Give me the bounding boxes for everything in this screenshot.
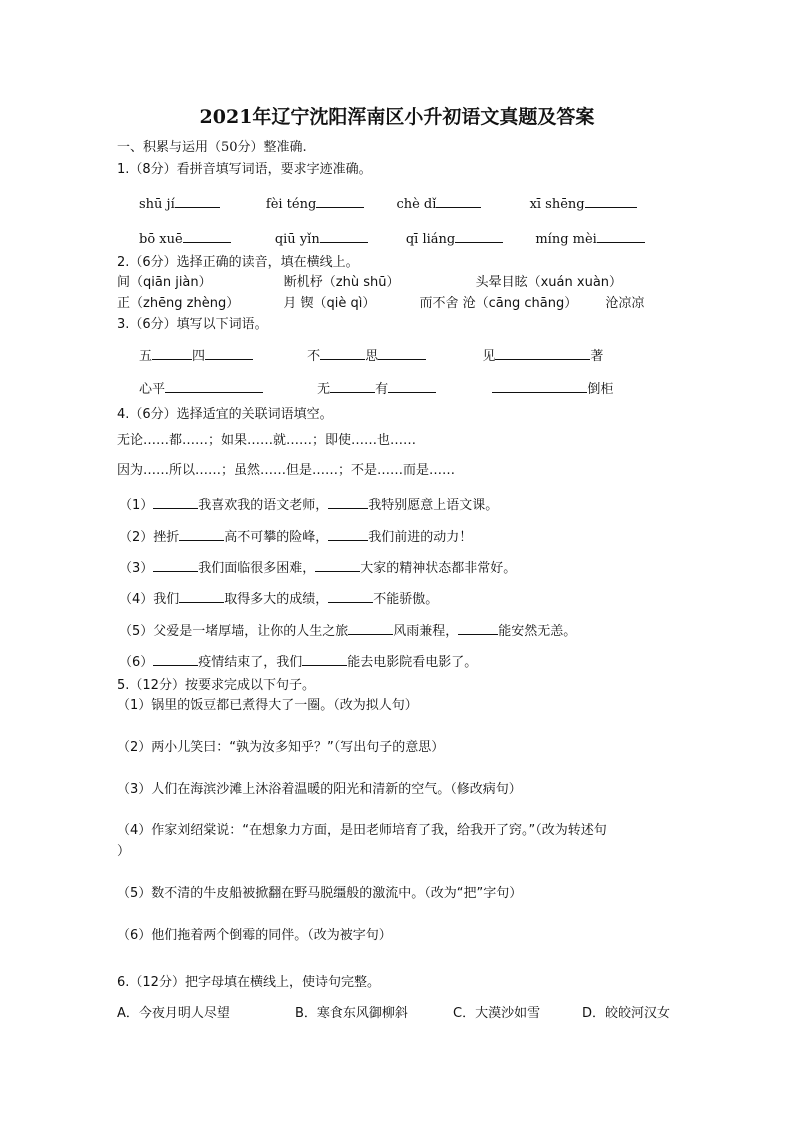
item-text: （1）	[119, 498, 154, 513]
item-text: 我喜欢我的语文老师，	[198, 498, 329, 513]
reading-choice: 月 锲（qiè qì）	[283, 296, 376, 311]
answer-blank[interactable]	[328, 588, 373, 603]
item-text: 取得多大的成绩，	[224, 592, 329, 607]
item-text: （6）	[119, 655, 154, 670]
item-text: 我们面临很多困难，	[198, 561, 316, 576]
item-text: 能安然无恙。	[498, 624, 577, 639]
q4-item-5	[119, 620, 576, 641]
item-text: （3）	[119, 561, 154, 576]
q5-item-2: （2）两小儿笑曰：“孰为汝多知乎？”（写出句子的意思）	[117, 740, 445, 755]
item-text: 大家的精神状态都非常好。	[360, 561, 517, 576]
q2-row2	[117, 295, 644, 313]
reading-choice: 正（zhēng zhèng）	[117, 296, 240, 311]
q5-item-3: （3）人们在海滨沙滩上沐浴着温暖的阳光和清新的空气。（修改病句）	[117, 782, 522, 797]
reading-choice: 头晕目眩（xuán xuàn）	[475, 275, 623, 290]
q4-word-bank-2: 因为……所以……；虽然……但是……；不是……而是……	[117, 463, 456, 478]
q6-option-b: B．寒食东风御柳斜	[295, 1006, 408, 1021]
q4-item-1	[119, 494, 498, 515]
answer-blank[interactable]	[183, 228, 231, 243]
pinyin: qī liáng	[405, 232, 456, 247]
pinyin: xī shēng	[529, 197, 585, 212]
page-title: 2021年辽宁沈阳浑南区小升初语文真题及答案	[199, 106, 595, 128]
q3-stem: 3.（6分）填写以下词语。	[117, 317, 268, 332]
q6-stem: 6.（12分）把字母填在横线上，使诗句完整。	[117, 975, 380, 990]
item-text: 高不可攀的险峰，	[224, 530, 329, 545]
answer-blank[interactable]	[495, 345, 590, 360]
pinyin: bō xuē	[139, 232, 183, 247]
idiom-char: 倒柜	[587, 382, 614, 397]
answer-blank[interactable]	[330, 378, 375, 393]
q3-row2	[139, 378, 613, 399]
answer-blank[interactable]	[585, 193, 637, 208]
answer-blank[interactable]	[315, 557, 360, 572]
item-text: 不能骄傲。	[373, 592, 439, 607]
idiom-char: 著	[590, 349, 604, 364]
q5-item-4-cont: ）	[117, 844, 131, 859]
q6-option-a: A．今夜月明人尽望	[117, 1006, 230, 1021]
item-text: 我们前进的动力！	[368, 530, 473, 545]
q4-item-2	[119, 526, 472, 547]
q4-word-bank-1: 无论……都……；如果……就……；即使……也……	[117, 433, 417, 448]
answer-blank[interactable]	[597, 228, 645, 243]
answer-blank[interactable]	[455, 228, 503, 243]
idiom-char: 思	[365, 349, 379, 364]
q2-row1	[117, 274, 622, 292]
answer-blank[interactable]	[316, 193, 364, 208]
answer-blank[interactable]	[492, 378, 587, 393]
q6-option-c: C．大漠沙如雪	[453, 1006, 541, 1021]
reading-choice: 断机杼（zhù shū）	[283, 275, 400, 290]
pinyin: shū jí	[139, 197, 175, 212]
item-text: 疫情结束了，我们	[198, 655, 303, 670]
idiom-char: 见	[482, 349, 496, 364]
idiom-char: 四	[192, 349, 206, 364]
q1-stem: 1.（8分）看拼音填写词语，要求字迹准确。	[117, 162, 372, 177]
answer-blank[interactable]	[153, 557, 198, 572]
pinyin: míng mèi	[535, 232, 597, 247]
answer-blank[interactable]	[348, 620, 393, 635]
idiom-char: 不	[307, 349, 321, 364]
item-text: 我特别愿意上语文课。	[368, 498, 499, 513]
answer-blank[interactable]	[436, 193, 481, 208]
q4-item-3	[119, 557, 516, 578]
pinyin: chè dǐ	[396, 197, 437, 212]
q2-stem: 2.（6分）选择正确的读音，填在横线上。	[117, 255, 359, 270]
idiom-char: 无	[317, 382, 331, 397]
q1-row2	[139, 228, 645, 249]
answer-blank[interactable]	[179, 588, 224, 603]
section-heading: 一、积累与运用（50分）整准确.	[117, 140, 307, 155]
answer-blank[interactable]	[152, 345, 192, 360]
q4-item-6	[119, 651, 477, 672]
idiom-char: 心平	[139, 382, 166, 397]
idiom-char: 五	[139, 349, 153, 364]
item-text: 能去电影院看电影了。	[347, 655, 478, 670]
q6-option-d: D．皎皎河汉女	[582, 1006, 671, 1021]
answer-blank[interactable]	[458, 620, 498, 635]
reading-choice: 而不舍 沧（cāng chāng）	[419, 296, 578, 311]
pinyin: fèi téng	[265, 197, 317, 212]
q4-stem: 4.（6分）选择适宜的关联词语填空。	[117, 407, 333, 422]
answer-blank[interactable]	[388, 378, 436, 393]
answer-blank[interactable]	[205, 345, 253, 360]
q5-item-4: （4）作家刘绍棠说：“在想象力方面，是田老师培育了我，给我开了窍。”（改为转述句	[117, 823, 607, 838]
answer-blank[interactable]	[320, 228, 368, 243]
reading-choice: 沧凉凉	[605, 296, 645, 311]
q1-row1	[139, 193, 637, 214]
pinyin: qiū yǐn	[274, 232, 320, 247]
idiom-char: 有	[375, 382, 389, 397]
answer-blank[interactable]	[179, 526, 224, 541]
q5-item-5: （5）数不清的牛皮船被掀翻在野马脱缰般的激流中。（改为“把”字句）	[117, 886, 523, 901]
q5-item-1: （1）锅里的饭豆都已煮得大了一圈。（改为拟人句）	[117, 698, 418, 713]
reading-choice: 间（qiān jiàn）	[117, 275, 212, 290]
item-text: （4）我们	[119, 592, 180, 607]
answer-blank[interactable]	[153, 651, 198, 666]
answer-blank[interactable]	[302, 651, 347, 666]
answer-blank[interactable]	[175, 193, 220, 208]
q5-stem: 5.（12分）按要求完成以下句子。	[117, 678, 315, 693]
item-text: 风雨兼程，	[393, 624, 459, 639]
answer-blank[interactable]	[320, 345, 365, 360]
answer-blank[interactable]	[378, 345, 426, 360]
answer-blank[interactable]	[153, 494, 198, 509]
item-text: （5）父爱是一堵厚墙，让你的人生之旅	[119, 624, 349, 639]
answer-blank[interactable]	[328, 494, 368, 509]
q3-row1	[139, 345, 603, 366]
answer-blank[interactable]	[328, 526, 368, 541]
answer-blank[interactable]	[165, 378, 263, 393]
item-text: （2）挫折	[119, 530, 180, 545]
q5-item-6: （6）他们拖着两个倒霉的同伴。（改为被字句）	[117, 928, 392, 943]
q4-item-4	[119, 588, 438, 609]
